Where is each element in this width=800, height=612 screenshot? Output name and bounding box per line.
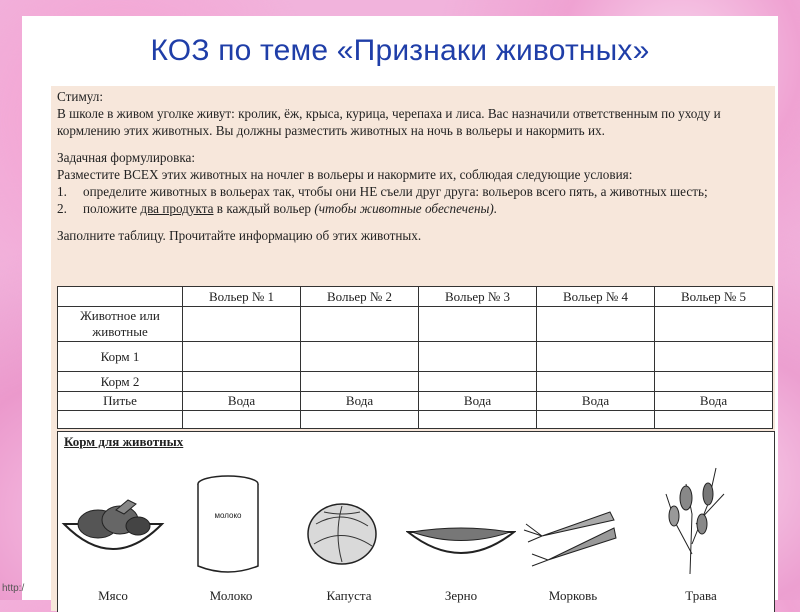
conditions-list: [57, 183, 773, 217]
table-cell: Вода: [301, 392, 419, 411]
table-cell: [655, 411, 773, 429]
condition-text: определите животных в вольерах так, чтобы они НЕ съели друг друга: вольеров всего пять, а животных шесть;: [83, 184, 708, 199]
food-carrot: [518, 454, 628, 604]
table-cell[interactable]: [655, 372, 773, 392]
fill-table-prompt: Заполните таблицу. Прочитайте информацию об этих животных.: [57, 228, 422, 243]
table-row: [58, 411, 773, 429]
feed-panel: [57, 431, 775, 612]
table-cell[interactable]: [537, 372, 655, 392]
grain-icon: [406, 454, 516, 584]
cabbage-icon: [294, 454, 404, 584]
food-label: Капуста: [326, 588, 372, 603]
table-header-cell: Вольер № 3: [419, 287, 537, 307]
table-cell[interactable]: [419, 342, 537, 372]
table-cell: [301, 411, 419, 429]
milk-container-text: молоко: [214, 511, 242, 520]
table-cell[interactable]: [183, 342, 301, 372]
table-cell[interactable]: [655, 307, 773, 342]
grass-icon: [646, 454, 756, 584]
table-cell: [58, 411, 183, 429]
table-header-cell: [58, 287, 183, 307]
feed-heading: Корм для животных: [64, 434, 184, 449]
table-header-cell: Вольер № 2: [301, 287, 419, 307]
table-cell[interactable]: [301, 307, 419, 342]
food-label: Трава: [685, 588, 717, 603]
table-cell: Вода: [419, 392, 537, 411]
slide-frame: [22, 16, 778, 603]
table-cell: Вода: [537, 392, 655, 411]
row-label: Корм 1: [58, 342, 183, 372]
carrot-icon: [518, 454, 628, 584]
condition-number: 1.: [57, 184, 67, 199]
row-label: Корм 2: [58, 372, 183, 392]
worksheet: [51, 86, 775, 611]
condition-text-part: положите: [83, 201, 141, 216]
food-meat: [58, 454, 168, 604]
url-fragment: http:/: [2, 583, 25, 594]
row-label: Питье: [58, 392, 183, 411]
table-cell[interactable]: [537, 342, 655, 372]
table-header-cell: Вольер № 1: [183, 287, 301, 307]
food-grain: [406, 454, 516, 604]
task-heading: Задачная формулировка:: [57, 150, 196, 165]
worksheet-text: [57, 88, 773, 244]
table-cell[interactable]: [301, 342, 419, 372]
food-cabbage: [294, 454, 404, 604]
table-row: [58, 372, 773, 392]
slide-title: КОЗ по теме «Признаки животных»: [150, 34, 650, 67]
condition-text-underlined: два продукта: [140, 201, 214, 216]
table-cell[interactable]: [183, 307, 301, 342]
table-row: [58, 307, 773, 342]
table-cell[interactable]: [655, 342, 773, 372]
condition-text-part: в каждый вольер: [213, 201, 315, 216]
table-cell: Вода: [183, 392, 301, 411]
table-row: [58, 392, 773, 411]
row-label: Животное или животные: [58, 307, 183, 342]
table-cell: [183, 411, 301, 429]
table-cell[interactable]: [537, 307, 655, 342]
stimulus-text: В школе в живом уголке живут: кролик, ёж, крыса, курица, черепаха и лиса. Вас назначили ответственным по уходу и кормлению этих животных. Вы должны разместить животных на ночь в вольеры и накормить их.: [57, 106, 721, 138]
table-cell[interactable]: [301, 372, 419, 392]
table-cell[interactable]: [183, 372, 301, 392]
table-header-row: [58, 287, 773, 307]
stimulus-heading: Стимул:: [57, 89, 104, 104]
food-milk: [176, 454, 286, 604]
enclosure-table: [57, 286, 773, 429]
milk-icon: [176, 454, 286, 584]
meat-icon: [58, 454, 168, 584]
table-cell[interactable]: [419, 307, 537, 342]
table-row: [58, 342, 773, 372]
table-header-cell: Вольер № 5: [655, 287, 773, 307]
food-label: Зерно: [444, 588, 478, 603]
table-header-cell: Вольер № 4: [537, 287, 655, 307]
food-label: Морковь: [548, 588, 598, 603]
table-cell: [419, 411, 537, 429]
condition-text: [83, 200, 497, 217]
condition-item: [57, 200, 773, 217]
task-intro: Разместите ВСЕХ этих животных на ночлег в вольеры и накормите их, соблюдая следующие условия:: [57, 167, 633, 182]
condition-number: 2.: [57, 201, 67, 216]
food-label: Молоко: [209, 588, 253, 603]
condition-item: [57, 183, 773, 200]
food-label: Мясо: [98, 588, 128, 603]
food-grass: [646, 454, 756, 604]
table-cell: [537, 411, 655, 429]
condition-text-italic: (чтобы животные обеспечены).: [314, 201, 498, 216]
table-cell[interactable]: [419, 372, 537, 392]
table-cell: Вода: [655, 392, 773, 411]
